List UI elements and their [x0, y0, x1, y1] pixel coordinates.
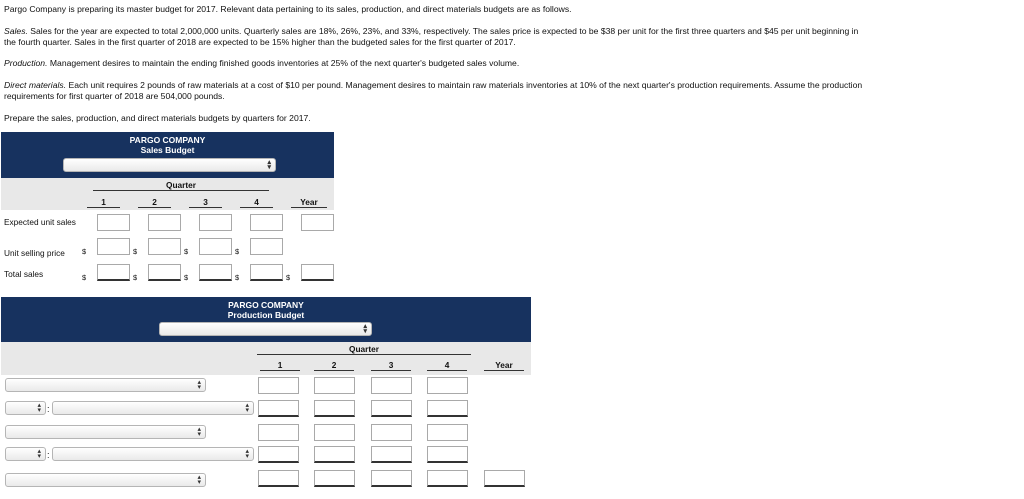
expected-unit-sales-q2-input[interactable] [148, 214, 181, 231]
production-col-underline [371, 370, 411, 371]
production-row5-q3-input[interactable] [371, 470, 412, 487]
production-row2-label-select[interactable] [52, 401, 254, 415]
currency-sign: $ [235, 247, 240, 256]
production-row1-label-select[interactable] [5, 378, 206, 392]
production-row4-q4-input[interactable] [427, 446, 468, 463]
production-text: Management desires to maintain the ending finished goods inventories at 25% of the next quarter's budgeted sales volume. [49, 58, 520, 68]
select-arrows-icon: ▴ ▾ [267, 159, 271, 171]
production-row4-q2-input[interactable] [314, 446, 355, 463]
production-paragraph [4, 58, 519, 69]
total-sales-q2-input[interactable] [148, 264, 181, 281]
row-label-expected-unit-sales: Expected unit sales [4, 217, 76, 227]
production-row4-q1-input[interactable] [258, 446, 299, 463]
currency-sign: $ [184, 247, 189, 256]
production-row2-q3-input[interactable] [371, 400, 412, 417]
select-arrows-icon: ▴ ▾ [197, 474, 201, 486]
production-row4-label-select[interactable] [52, 447, 254, 461]
expected-unit-sales-q3-input[interactable] [199, 214, 232, 231]
unit-selling-price-q2-input[interactable] [148, 238, 181, 255]
total-sales-q1-input[interactable] [97, 264, 130, 281]
sales-quarter-underline [93, 190, 269, 191]
sales-budget-title: Sales Budget [140, 145, 195, 155]
select-arrows-icon: ▴ ▾ [245, 448, 249, 460]
total-sales-q3-input[interactable] [199, 264, 232, 281]
sales-col-q3: 3 [203, 197, 208, 207]
sales-text-line2: the fourth quarter. Sales in the first quarter of 2018 are expected to be 15% higher than the budgeted sales for the first quarter of 2017. [4, 37, 516, 47]
materials-text-line2: requirements for first quarter of 2018 are 504,000 pounds. [4, 91, 225, 101]
production-row3-label-select[interactable] [5, 425, 206, 439]
currency-sign: $ [184, 273, 189, 282]
production-budget-header [1, 297, 531, 342]
production-label: Production. [4, 58, 48, 68]
production-row2-q4-input[interactable] [427, 400, 468, 417]
expected-unit-sales-year-input[interactable] [301, 214, 334, 231]
production-row2-q2-input[interactable] [314, 400, 355, 417]
sales-col-underline [240, 207, 273, 208]
unit-selling-price-q1-input[interactable] [97, 238, 130, 255]
expected-unit-sales-q4-input[interactable] [250, 214, 283, 231]
select-arrows-icon: ▴ ▾ [37, 448, 41, 460]
sales-col-year: Year [300, 197, 318, 207]
production-quarter-underline [257, 354, 471, 355]
sales-label: Sales. [4, 26, 28, 36]
row-label-total-sales: Total sales [4, 269, 44, 279]
select-arrows-icon: ▴ ▾ [37, 402, 41, 414]
production-col-underline [314, 370, 354, 371]
sales-company-name: PARGO COMPANY [129, 135, 206, 145]
currency-sign: $ [82, 273, 87, 282]
production-col-q2: 2 [331, 360, 337, 370]
production-row3-q3-input[interactable] [371, 424, 412, 441]
sales-paragraph [4, 26, 858, 37]
sales-col-underline [138, 207, 171, 208]
production-row4-operator-select[interactable] [5, 447, 46, 461]
select-arrows-icon: ▴ ▾ [197, 379, 201, 391]
currency-sign: $ [82, 247, 87, 256]
materials-label: Direct materials. [4, 80, 67, 90]
total-sales-year-input[interactable] [301, 264, 334, 281]
select-arrows-icon: ▴ ▾ [197, 426, 201, 438]
production-row1-q2-input[interactable] [314, 377, 355, 394]
production-row1-q3-input[interactable] [371, 377, 412, 394]
sales-col-q1: 1 [101, 197, 106, 207]
expected-unit-sales-q1-input[interactable] [97, 214, 130, 231]
currency-sign: $ [286, 273, 291, 282]
sales-period-select[interactable] [63, 158, 276, 172]
sales-col-q2: 2 [152, 197, 157, 207]
production-row3-q1-input[interactable] [258, 424, 299, 441]
production-col-underline [427, 370, 467, 371]
row-label-unit-selling-price: Unit selling price [4, 248, 65, 258]
instruction-text: Prepare the sales, production, and direct materials budgets by quarters for 2017. [4, 113, 311, 123]
production-row2-operator-select[interactable] [5, 401, 46, 415]
production-row5-q2-input[interactable] [314, 470, 355, 487]
production-col-q1: 1 [277, 360, 283, 370]
production-row3-q4-input[interactable] [427, 424, 468, 441]
production-row5-year-input[interactable] [484, 470, 525, 487]
select-arrows-icon: ▴ ▾ [245, 402, 249, 414]
production-col-year: Year [495, 360, 513, 370]
production-row1-q4-input[interactable] [427, 377, 468, 394]
production-row3-q2-input[interactable] [314, 424, 355, 441]
production-row1-q1-input[interactable] [258, 377, 299, 394]
sales-text-line1: Sales for the year are expected to total 2,000,000 units. Quarterly sales are 18%, 26%, 23%, and 33%, respectively. The sales price is expected to be $38 per unit for the first three quarters and $45 per unit beginning in [30, 26, 859, 36]
production-period-select[interactable] [159, 322, 372, 336]
production-row5-label-select[interactable] [5, 473, 206, 487]
select-arrows-icon: ▴ ▾ [363, 323, 367, 335]
currency-sign: $ [235, 273, 240, 282]
production-budget-title: Production Budget [227, 310, 305, 320]
sales-col-underline [189, 207, 222, 208]
production-col-underline [484, 370, 524, 371]
total-sales-q4-input[interactable] [250, 264, 283, 281]
production-row5-q1-input[interactable] [258, 470, 299, 487]
currency-sign: $ [133, 247, 138, 256]
sales-budget-header [1, 132, 334, 178]
materials-paragraph [4, 80, 862, 91]
sales-col-underline [291, 207, 327, 208]
intro-text: Pargo Company is preparing its master budget for 2017. Relevant data pertaining to its sales, production, and direct materials budgets are as follows. [4, 4, 572, 14]
production-row4-q3-input[interactable] [371, 446, 412, 463]
materials-text-line1: Each unit requires 2 pounds of raw materials at a cost of $10 per pound. Management desires to maintain raw materials inventories at 10% of the next quarter's production requirements. Assume the production [68, 80, 863, 90]
currency-sign: $ [133, 273, 138, 282]
colon-separator: : [47, 404, 50, 414]
sales-col-underline [87, 207, 120, 208]
production-row5-q4-input[interactable] [427, 470, 468, 487]
production-col-q4: 4 [444, 360, 450, 370]
production-company-name: PARGO COMPANY [228, 300, 304, 310]
production-col-q3: 3 [388, 360, 394, 370]
production-col-underline [260, 370, 300, 371]
colon-separator: : [47, 450, 50, 460]
unit-selling-price-q3-input[interactable] [199, 238, 232, 255]
sales-col-q4: 4 [254, 197, 259, 207]
production-quarter-label: Quarter [349, 344, 379, 354]
unit-selling-price-q4-input[interactable] [250, 238, 283, 255]
sales-quarter-label: Quarter [166, 180, 196, 190]
production-row2-q1-input[interactable] [258, 400, 299, 417]
